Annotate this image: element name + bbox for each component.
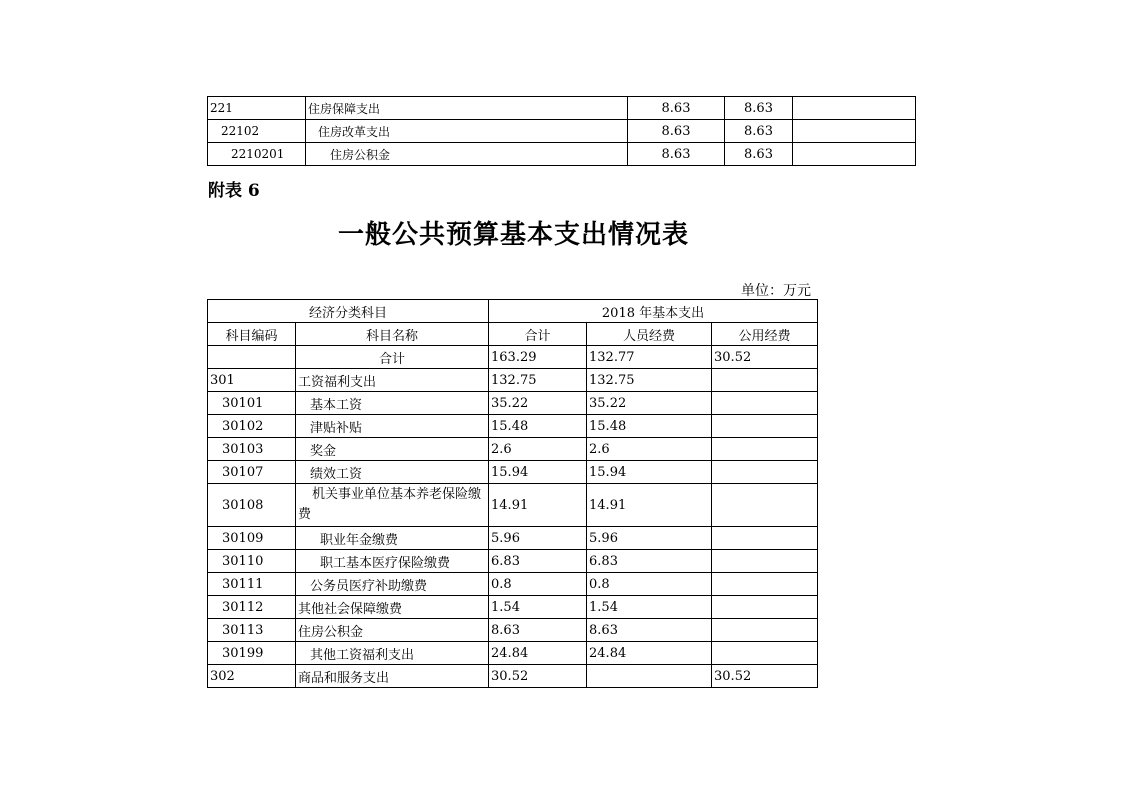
code-cell: 30108: [208, 484, 296, 527]
code-cell: 30103: [208, 438, 296, 461]
table-row: [208, 97, 916, 120]
table-row: [208, 596, 818, 619]
basic-expenditure-table: [207, 299, 818, 688]
public-cell: [712, 392, 818, 415]
value-cell: [793, 120, 916, 143]
code-cell: 30199: [208, 642, 296, 665]
personnel-cell: 35.22: [587, 392, 712, 415]
personnel-cell: 5.96: [587, 527, 712, 550]
total-cell: 14.91: [489, 484, 587, 527]
public-cell: [712, 550, 818, 573]
public-cell: 30.52: [712, 665, 818, 688]
total-cell: 5.96: [489, 527, 587, 550]
total-cell: 1.54: [489, 596, 587, 619]
total-cell: 30.52: [489, 665, 587, 688]
unit-label: 单位：万元: [741, 283, 811, 299]
table-row: [208, 619, 818, 642]
appendix-label: 附表 6: [208, 181, 260, 201]
group-header-left: 经济分类科目: [208, 300, 489, 323]
value-cell: [793, 143, 916, 166]
total-cell: 2.6: [489, 438, 587, 461]
code-cell: 2210201: [208, 143, 306, 166]
name-cell: 商品和服务支出: [296, 665, 489, 688]
personnel-cell: 15.94: [587, 461, 712, 484]
table-row: [208, 665, 818, 688]
personnel-cell: 6.83: [587, 550, 712, 573]
name-cell: 公务员医疗补助缴费: [296, 573, 489, 596]
total-cell: 0.8: [489, 573, 587, 596]
total-cell: 15.94: [489, 461, 587, 484]
name-cell: 机关事业单位基本养老保险缴费: [296, 484, 489, 527]
public-cell: [712, 527, 818, 550]
table-row: [208, 642, 818, 665]
public-cell: [712, 415, 818, 438]
total-cell: 132.75: [489, 369, 587, 392]
name-cell: 住房公积金: [306, 143, 628, 166]
table-row: [208, 573, 818, 596]
total-cell: 15.48: [489, 415, 587, 438]
table-row: [208, 143, 916, 166]
value-cell: 8.63: [725, 143, 793, 166]
column-header: 人员经费: [587, 323, 712, 346]
public-cell: [712, 619, 818, 642]
personnel-cell: 14.91: [587, 484, 712, 527]
name-cell: 住房保障支出: [306, 97, 628, 120]
table-row: [208, 438, 818, 461]
value-cell: 8.63: [628, 120, 725, 143]
name-cell: 职业年金缴费: [296, 527, 489, 550]
code-cell: 301: [208, 369, 296, 392]
value-cell: 8.63: [725, 120, 793, 143]
column-header-row: [208, 323, 818, 346]
personnel-cell: 0.8: [587, 573, 712, 596]
personnel-cell: 24.84: [587, 642, 712, 665]
public-cell: [712, 461, 818, 484]
public-cell: [712, 573, 818, 596]
name-cell: 基本工资: [296, 392, 489, 415]
total-row: [208, 346, 818, 369]
public-cell: [712, 642, 818, 665]
name-cell: 工资福利支出: [296, 369, 489, 392]
code-cell: 22102: [208, 120, 306, 143]
table-row: [208, 550, 818, 573]
value-cell: 8.63: [628, 143, 725, 166]
total-cell: 24.84: [489, 642, 587, 665]
name-cell: 合计: [296, 346, 489, 369]
code-cell: 30113: [208, 619, 296, 642]
name-cell: 其他社会保障缴费: [296, 596, 489, 619]
name-cell: 住房改革支出: [306, 120, 628, 143]
table-row: [208, 120, 916, 143]
value-cell: 8.63: [725, 97, 793, 120]
code-cell: 30109: [208, 527, 296, 550]
table-row: [208, 392, 818, 415]
value-cell: [793, 97, 916, 120]
code-cell: 30101: [208, 392, 296, 415]
public-cell: [712, 596, 818, 619]
personnel-cell: 132.77: [587, 346, 712, 369]
public-cell: [712, 484, 818, 527]
name-cell: 职工基本医疗保险缴费: [296, 550, 489, 573]
table-row: [208, 415, 818, 438]
name-cell: 其他工资福利支出: [296, 642, 489, 665]
total-cell: 6.83: [489, 550, 587, 573]
table-row: [208, 527, 818, 550]
column-header: 科目名称: [296, 323, 489, 346]
code-cell: 30102: [208, 415, 296, 438]
public-cell: [712, 369, 818, 392]
total-cell: 8.63: [489, 619, 587, 642]
code-cell: [208, 346, 296, 369]
code-cell: 221: [208, 97, 306, 120]
total-cell: 35.22: [489, 392, 587, 415]
top-budget-table: [207, 96, 916, 166]
personnel-cell: 1.54: [587, 596, 712, 619]
table-row: [208, 484, 818, 527]
personnel-cell: 8.63: [587, 619, 712, 642]
code-cell: 302: [208, 665, 296, 688]
column-header: 合计: [489, 323, 587, 346]
name-cell: 津贴补贴: [296, 415, 489, 438]
table-row: [208, 461, 818, 484]
personnel-cell: [587, 665, 712, 688]
column-header: 科目编码: [208, 323, 296, 346]
table-row: [208, 369, 818, 392]
code-cell: 30112: [208, 596, 296, 619]
total-cell: 163.29: [489, 346, 587, 369]
code-cell: 30107: [208, 461, 296, 484]
code-cell: 30110: [208, 550, 296, 573]
personnel-cell: 15.48: [587, 415, 712, 438]
code-cell: 30111: [208, 573, 296, 596]
value-cell: 8.63: [628, 97, 725, 120]
column-header: 公用经费: [712, 323, 818, 346]
name-cell: 奖金: [296, 438, 489, 461]
name-cell: 住房公积金: [296, 619, 489, 642]
name-cell: 绩效工资: [296, 461, 489, 484]
group-header-row: [208, 300, 818, 323]
personnel-cell: 132.75: [587, 369, 712, 392]
page-title: 一般公共预算基本支出情况表: [338, 220, 690, 250]
group-header-right: 2018 年基本支出: [489, 300, 818, 323]
public-cell: [712, 438, 818, 461]
public-cell: 30.52: [712, 346, 818, 369]
personnel-cell: 2.6: [587, 438, 712, 461]
